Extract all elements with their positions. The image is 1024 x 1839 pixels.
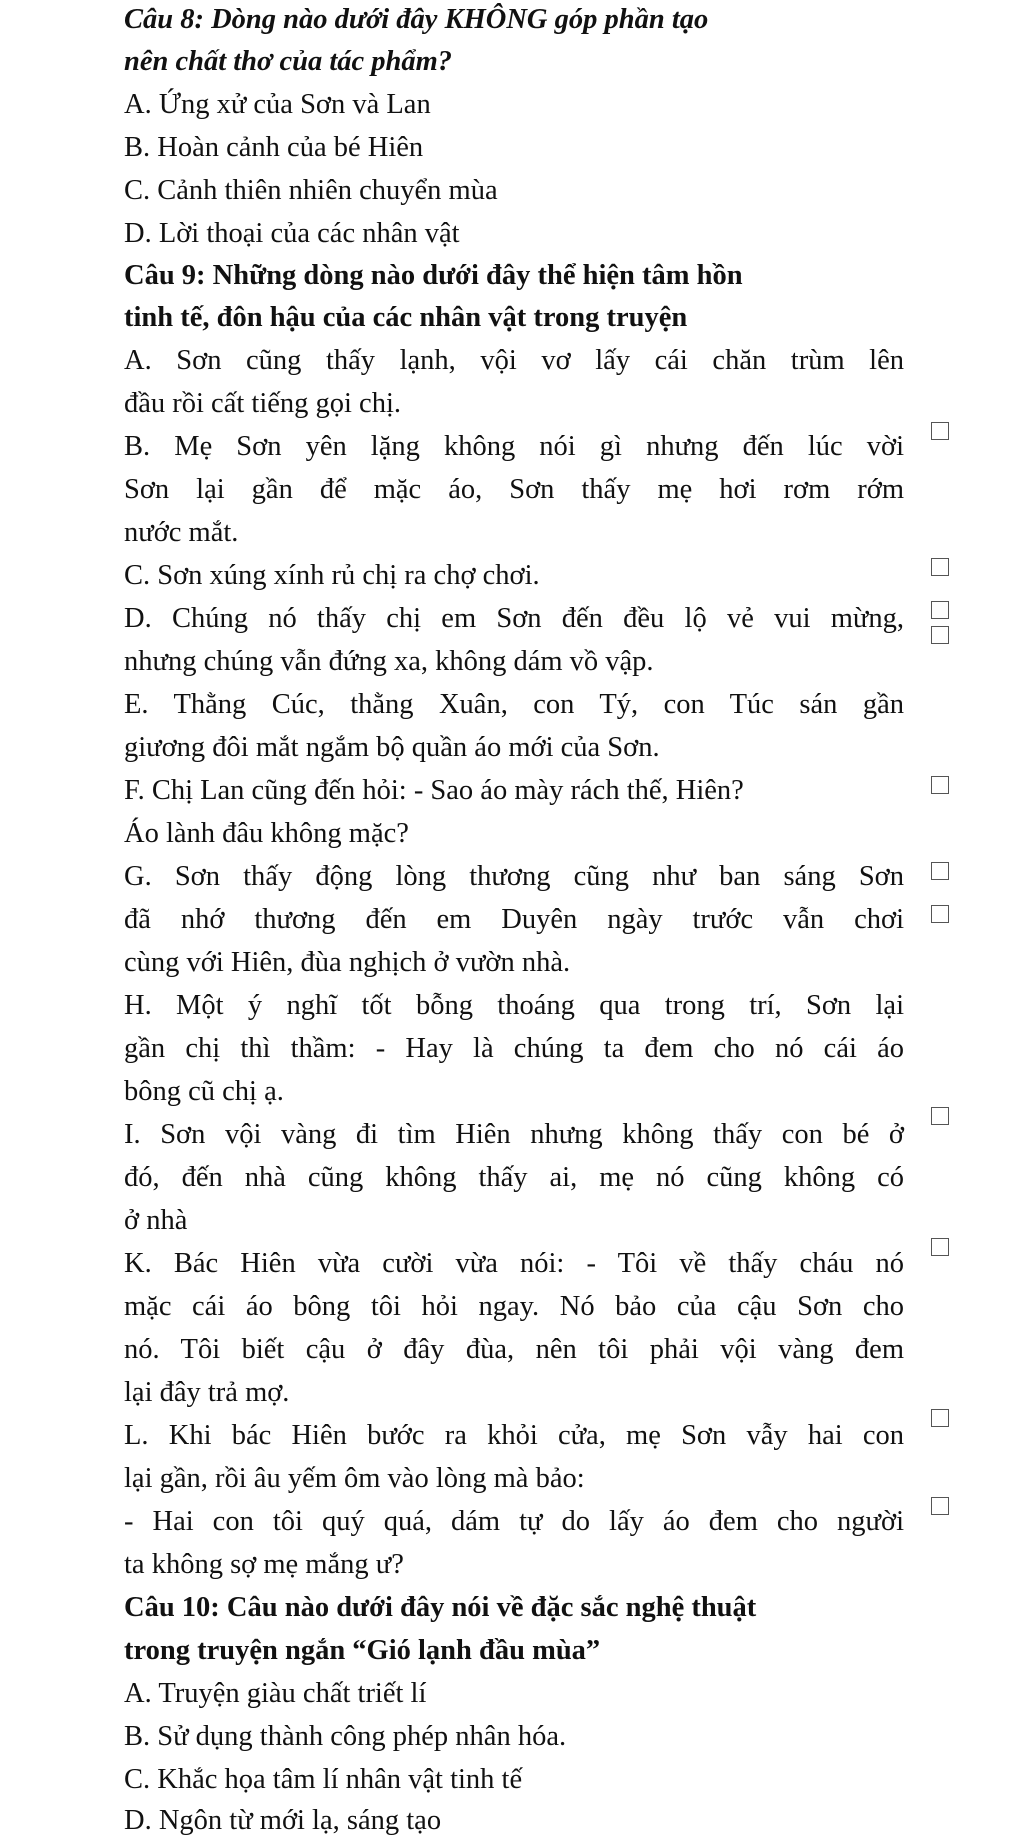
- q9-title-line-1: Câu 9: Những dòng nào dưới đây thể hiện tâm hồn: [124, 260, 743, 291]
- q9-option-b-line-2: Sơn lại gần để mặc áo, Sơn thấy mẹ hơi rơm rớm: [124, 474, 904, 505]
- q9-option-a-line-1: A. Sơn cũng thấy lạnh, vội vơ lấy cái chăn trùm lên: [124, 345, 904, 376]
- answer-checkbox-i[interactable]: [931, 1107, 949, 1125]
- q9-option-l-line-3: - Hai con tôi quý quá, dám tự do lấy áo đem cho người: [124, 1506, 904, 1537]
- q9-option-a-line-2: đầu rồi cất tiếng gọi chị.: [124, 388, 401, 419]
- q9-option-b-line-1: B. Mẹ Sơn yên lặng không nói gì nhưng đến lúc vời: [124, 431, 904, 462]
- q9-option-e-line-2: giương đôi mắt ngắm bộ quần áo mới của Sơn.: [124, 732, 660, 763]
- answer-checkbox-k[interactable]: [931, 1238, 949, 1256]
- q9-option-i-line-2: đó, đến nhà cũng không thấy ai, mẹ nó cũng không có: [124, 1162, 904, 1193]
- q9-option-l-line-4: ta không sợ mẹ mắng ư?: [124, 1549, 404, 1580]
- q9-option-h-line-1: H. Một ý nghĩ tốt bỗng thoáng qua trong trí, Sơn lại: [124, 990, 904, 1021]
- q9-option-k-line-4: lại đây trả mợ.: [124, 1377, 290, 1408]
- answer-checkbox-b[interactable]: [931, 422, 949, 440]
- answer-checkbox-e[interactable]: [931, 626, 949, 644]
- answer-checkbox-g-1[interactable]: [931, 862, 949, 880]
- answer-checkbox-f[interactable]: [931, 776, 949, 794]
- q10-option-b: B. Sử dụng thành công phép nhân hóa.: [124, 1721, 567, 1752]
- q10-option-c: C. Khắc họa tâm lí nhân vật tinh tế: [124, 1764, 523, 1795]
- q8-option-d: D. Lời thoại của các nhân vật: [124, 218, 460, 249]
- q9-option-l-line-2: lại gần, rồi âu yếm ôm vào lòng mà bảo:: [124, 1463, 585, 1494]
- answer-checkbox-c[interactable]: [931, 558, 949, 576]
- answer-checkbox-l-2[interactable]: [931, 1497, 949, 1515]
- q9-option-g-line-1: G. Sơn thấy động lòng thương cũng như ban sáng Sơn: [124, 861, 904, 892]
- q9-option-g-line-3: cùng với Hiên, đùa nghịch ở vườn nhà.: [124, 947, 571, 978]
- q9-option-k-line-2: mặc cái áo bông tôi hỏi ngay. Nó bảo của cậu Sơn cho: [124, 1291, 904, 1322]
- answer-checkbox-l-1[interactable]: [931, 1409, 949, 1427]
- q9-option-h-line-2: gần chị thì thầm: - Hay là chúng ta đem cho nó cái áo: [124, 1033, 904, 1064]
- q8-option-b: B. Hoàn cảnh của bé Hiên: [124, 132, 424, 163]
- q8-title-line-1: Câu 8: Dòng nào dưới đây KHÔNG góp phần tạo: [124, 4, 709, 35]
- q9-option-g-line-2: đã nhớ thương đến em Duyên ngày trước vẫn chơi: [124, 904, 904, 935]
- q9-title-line-2: tinh tế, đôn hậu của các nhân vật trong truyện: [124, 302, 688, 333]
- q10-title-line-2: trong truyện ngắn “Gió lạnh đầu mùa”: [124, 1635, 601, 1666]
- q9-option-i-line-3: ở nhà: [124, 1205, 188, 1236]
- answer-checkbox-g-2[interactable]: [931, 905, 949, 923]
- q10-option-a: A. Truyện giàu chất triết lí: [124, 1678, 427, 1709]
- q9-option-c-line-1: C. Sơn xúng xính rủ chị ra chợ chơi.: [124, 560, 540, 591]
- q9-option-e-line-1: E. Thằng Cúc, thằng Xuân, con Tý, con Túc sán gần: [124, 689, 904, 720]
- q9-option-k-line-1: K. Bác Hiên vừa cười vừa nói: - Tôi về thấy cháu nó: [124, 1248, 904, 1279]
- q8-title-line-2: nên chất thơ của tác phẩm?: [124, 46, 453, 77]
- q8-option-a: A. Ứng xử của Sơn và Lan: [124, 89, 431, 120]
- q9-option-k-line-3: nó. Tôi biết cậu ở đây đùa, nên tôi phải vội vàng đem: [124, 1334, 904, 1365]
- q9-option-i-line-1: I. Sơn vội vàng đi tìm Hiên nhưng không thấy con bé ở: [124, 1119, 904, 1150]
- q9-option-f-line-1: F. Chị Lan cũng đến hỏi: - Sao áo mày rách thế, Hiên?: [124, 775, 744, 806]
- q9-option-l-line-1: L. Khi bác Hiên bước ra khỏi cửa, mẹ Sơn vẫy hai con: [124, 1420, 904, 1451]
- q9-option-h-line-3: bông cũ chị ạ.: [124, 1076, 284, 1107]
- q9-option-b-line-3: nước mắt.: [124, 517, 239, 548]
- q9-option-d-line-1: D. Chúng nó thấy chị em Sơn đến đều lộ vẻ vui mừng,: [124, 603, 904, 634]
- answer-checkbox-d[interactable]: [931, 601, 949, 619]
- q9-option-d-line-2: nhưng chúng vẫn đứng xa, không dám vồ vập.: [124, 646, 654, 677]
- q8-option-c: C. Cảnh thiên nhiên chuyển mùa: [124, 175, 498, 206]
- q9-option-f-line-2: Áo lành đâu không mặc?: [124, 818, 409, 849]
- q10-title-line-1: Câu 10: Câu nào dưới đây nói về đặc sắc nghệ thuật: [124, 1592, 757, 1623]
- q10-option-d: D. Ngôn từ mới lạ, sáng tạo: [124, 1805, 442, 1836]
